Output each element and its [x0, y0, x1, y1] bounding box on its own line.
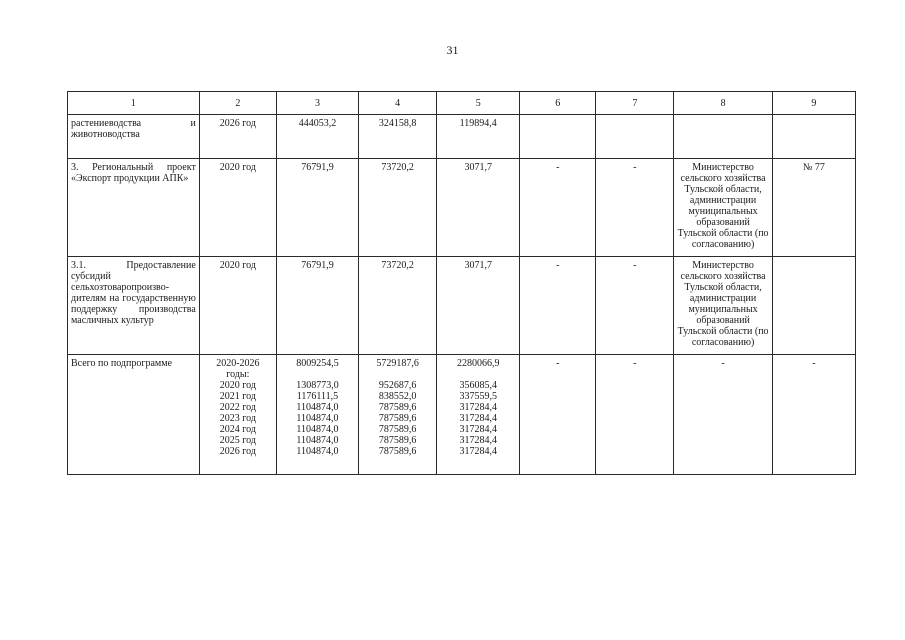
- summary-total-value: 1104874,0: [296, 435, 339, 446]
- regional-cell: 3071,7: [437, 159, 520, 257]
- summary-col6-cell: -: [520, 355, 596, 475]
- row-name-part: животноводства: [71, 129, 140, 140]
- total-cell: 444053,2: [276, 115, 358, 159]
- summary-col7-cell: -: [596, 355, 674, 475]
- executor-cell: [674, 115, 772, 159]
- summary-regional-cell: [437, 355, 520, 475]
- subprogram-table: [67, 91, 856, 475]
- summary-regional-value: 317284,4: [459, 446, 497, 457]
- summary-total-value: 1104874,0: [296, 446, 339, 457]
- row-name-part: растениеводства: [71, 118, 142, 129]
- summary-federal-value: 787589,6: [378, 402, 417, 413]
- summary-period: 2022 год: [219, 402, 256, 413]
- summary-regional-value: [440, 369, 516, 380]
- summary-period: 2020-2026: [216, 358, 260, 369]
- regional-cell: 3071,7: [437, 257, 520, 355]
- summary-total-value: [280, 369, 355, 380]
- summary-period-cell: [199, 355, 276, 475]
- period-cell: 2020 год: [199, 159, 276, 257]
- indicator-cell: № 77: [772, 159, 855, 257]
- col6-cell: -: [520, 257, 596, 355]
- summary-regional-value: 2280066,9: [456, 358, 500, 369]
- federal-cell: 73720,2: [359, 159, 437, 257]
- summary-period: 2021 год: [219, 391, 256, 402]
- col-header-7: 7: [596, 92, 674, 115]
- summary-total-cell: [276, 355, 358, 475]
- summary-total-value: 1104874,0: [296, 402, 339, 413]
- table-row: [68, 257, 856, 355]
- col-header-5: 5: [437, 92, 520, 115]
- summary-total-value: 8009254,5: [296, 358, 339, 369]
- summary-regional-value: 337559,5: [459, 391, 497, 402]
- summary-federal-value: 787589,6: [378, 435, 417, 446]
- col6-cell: [520, 115, 596, 159]
- col-header-4: 4: [359, 92, 437, 115]
- col7-cell: -: [596, 257, 674, 355]
- summary-federal-value: 787589,6: [378, 413, 417, 424]
- summary-period: 2026 год: [219, 446, 256, 457]
- summary-executor-cell: -: [674, 355, 772, 475]
- summary-regional-value: 317284,4: [459, 424, 497, 435]
- summary-total-value: 1104874,0: [296, 424, 339, 435]
- period-cell: 2026 год: [199, 115, 276, 159]
- executor-cell: Министерство сельского хозяйства Тульской области, администрации муниципальных образований Тульской области (по согласованию): [674, 159, 772, 257]
- summary-federal-value: 952687,6: [378, 380, 417, 391]
- summary-period: 2020 год: [219, 380, 256, 391]
- period-cell: 2020 год: [199, 257, 276, 355]
- col-header-1: 1: [68, 92, 200, 115]
- summary-total-value: 1308773,0: [296, 380, 339, 391]
- col6-cell: -: [520, 159, 596, 257]
- total-cell: 76791,9: [276, 257, 358, 355]
- executor-cell: Министерство сельского хозяйства Тульской области, администрации муниципальных образований Тульской области (по согласованию): [674, 257, 772, 355]
- summary-total-value: 1104874,0: [296, 413, 339, 424]
- col-header-8: 8: [674, 92, 772, 115]
- summary-federal-value: [362, 369, 433, 380]
- col7-cell: [596, 115, 674, 159]
- summary-total-value: 1176111,5: [296, 391, 339, 402]
- header-row: [68, 92, 856, 115]
- row-name-cell: [68, 115, 200, 159]
- summary-period: годы:: [226, 369, 250, 380]
- col-header-2: 2: [199, 92, 276, 115]
- col-header-9: 9: [772, 92, 855, 115]
- summary-regional-value: 317284,4: [459, 402, 497, 413]
- federal-cell: 324158,8: [359, 115, 437, 159]
- col-header-6: 6: [520, 92, 596, 115]
- col7-cell: -: [596, 159, 674, 257]
- col-header-3: 3: [276, 92, 358, 115]
- row-name-cell: 3. Региональный проект «Экспорт продукции АПК»: [68, 159, 200, 257]
- total-cell: 76791,9: [276, 159, 358, 257]
- summary-period: 2023 год: [219, 413, 256, 424]
- indicator-cell: [772, 115, 855, 159]
- summary-regional-value: 317284,4: [459, 413, 497, 424]
- row-name-part: и: [190, 118, 196, 129]
- regional-cell: 119894,4: [437, 115, 520, 159]
- row-name-cell: 3.1. Предоставление субсидий сельхозтоваропроизво-дителям на государственную поддержку производства масличных культур: [68, 257, 200, 355]
- summary-name-cell: Всего по подпрограмме: [68, 355, 200, 475]
- summary-federal-value: 787589,6: [378, 424, 417, 435]
- summary-row: [68, 355, 856, 475]
- summary-period: 2025 год: [219, 435, 256, 446]
- summary-federal-value: 787589,6: [378, 446, 417, 457]
- table-row: [68, 115, 856, 159]
- summary-regional-value: 356085,4: [459, 380, 497, 391]
- federal-cell: 73720,2: [359, 257, 437, 355]
- summary-federal-value: 838552,0: [378, 391, 417, 402]
- page-number: 31: [446, 43, 459, 57]
- summary-federal-value: 5729187,6: [376, 358, 419, 369]
- summary-indicator-cell: -: [772, 355, 855, 475]
- summary-period: 2024 год: [219, 424, 256, 435]
- indicator-cell: [772, 257, 855, 355]
- summary-regional-value: 317284,4: [459, 435, 497, 446]
- table-row: [68, 159, 856, 257]
- summary-federal-cell: [359, 355, 437, 475]
